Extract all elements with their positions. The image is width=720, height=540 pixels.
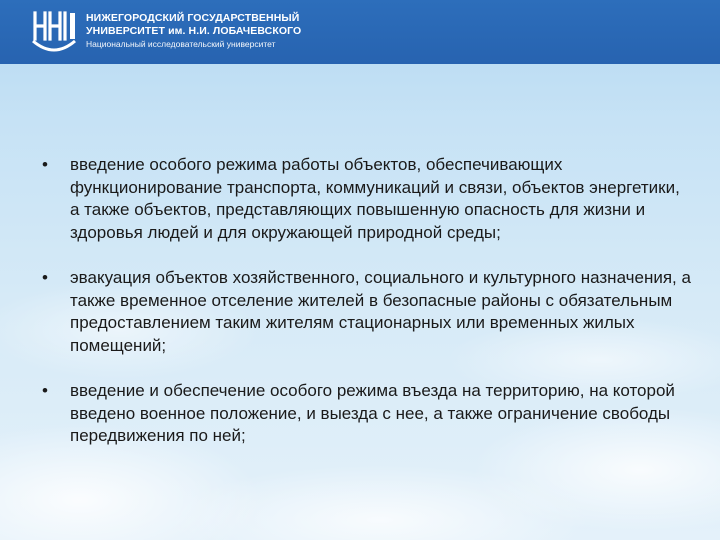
slide-content [42,154,692,471]
unn-logo-icon [30,9,78,55]
bullet-text: введение и обеспечение особого режима въезда на территорию, на которой введено военное положение, и выезда с нее, а также ограничение свободы передвижения по ней; [70,381,675,445]
university-name [86,12,301,51]
bullet-item [42,154,692,244]
bullet-text: введение особого режима работы объектов, обеспечивающих функционирование транспорта, коммуникаций и связи, объектов энергетики, а также объектов, представляющих повышенную опасность для жизни и здоровья людей и для окружающей природной среды; [70,155,680,242]
bullet-mark: • [42,381,48,400]
university-subtitle: Национальный исследовательский университет [86,39,276,49]
university-name-line1: НИЖЕГОРОДСКИЙ ГОСУДАРСТВЕННЫЙ [86,12,300,24]
bullet-mark: • [42,268,48,287]
bullet-list [42,154,692,448]
bullet-item [42,267,692,357]
header-bar [0,0,720,64]
bullet-mark: • [42,155,48,174]
bullet-item [42,380,692,448]
bullet-text: эвакуация объектов хозяйственного, социального и культурного назначения, а также временное отселение жителей в безопасные районы с обязательным предоставлением таким жителям стационарных или временных жилых помещений; [70,268,691,355]
university-name-line2: УНИВЕРСИТЕТ им. Н.И. ЛОБАЧЕВСКОГО [86,25,302,37]
